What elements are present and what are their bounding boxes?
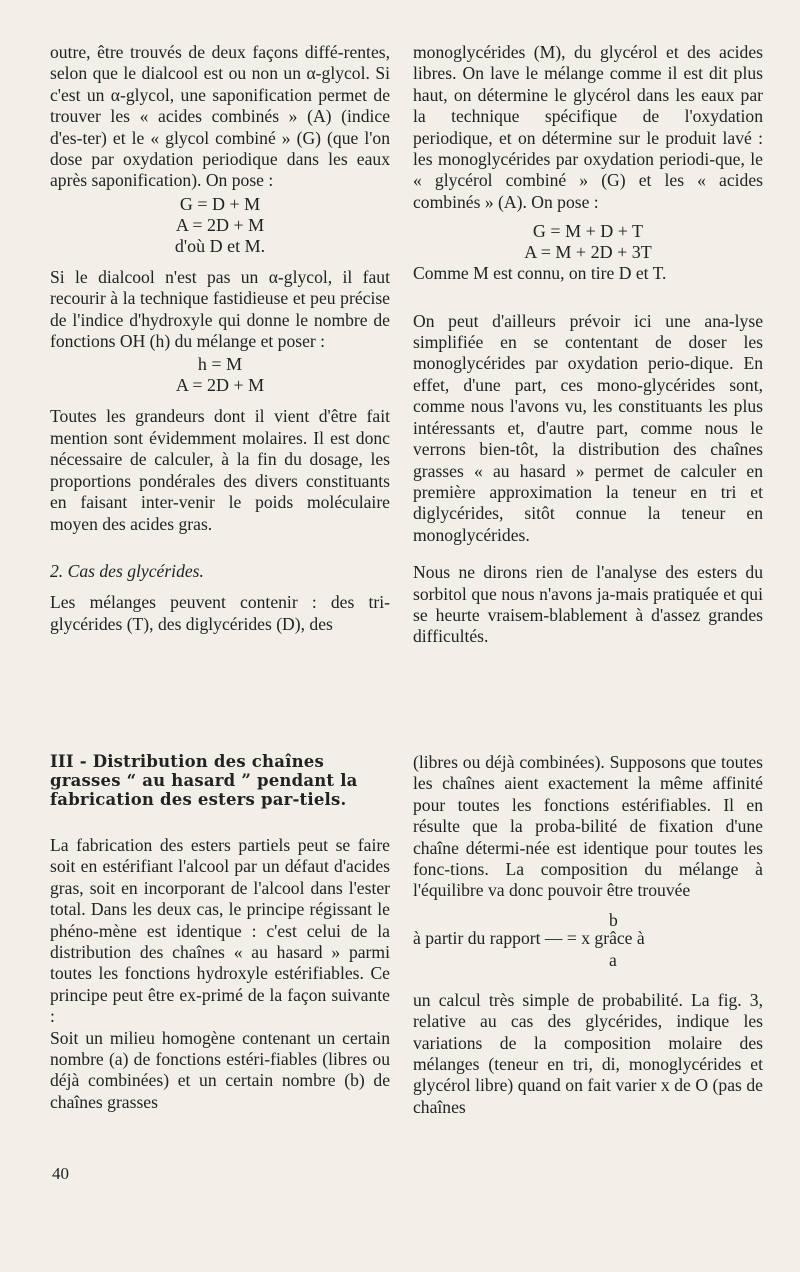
page-number: 40 xyxy=(52,1164,69,1183)
paragraph: Toutes les grandeurs dont il vient d'être fait mention sont évidemment molaires. Il est donc nécessaire de calculer, à la fin du dosage, les proportions pondérales des divers constituants en faisant inter-venir le poids moléculaire moyen des acides gras. xyxy=(50,406,390,534)
paragraph: un calcul très simple de probabilité. La fig. 3, relative au cas des glycérides, indique les variations de la composition molaire des mélanges (teneur en tri, di, monoglycérides et glycérol libre) quand on fait varier x de O (pas de chaînes xyxy=(413,989,763,1117)
fraction-expression xyxy=(413,910,763,974)
paragraph: Si le dialcool n'est pas un α-glycol, il faut recourir à la technique fastidieuse et peu précise de l'indice d'hydroxyle qui donne le nombre de fonctions OH (h) du mélange et poser : xyxy=(50,266,390,352)
equation-line: d'où D et M. xyxy=(174,235,266,256)
top-left-column xyxy=(50,42,390,635)
equation-block xyxy=(50,354,390,396)
paragraph: Soit un milieu homogène contenant un certain nombre (a) de fonctions estéri-fiables (libres ou déjà combinées) et un certain nombre (b) de chaînes grasses xyxy=(50,1027,390,1112)
paragraph: Les mélanges peuvent contenir : des tri-glycérides (T), des diglycérides (D), des xyxy=(50,592,390,634)
top-right-column xyxy=(413,42,763,648)
paragraph: Comme M est connu, on tire D et T. xyxy=(413,263,667,284)
fraction-sentence: à partir du rapport — = x grâce à xyxy=(413,927,645,948)
equation-line: G = M + D + T xyxy=(532,221,644,242)
equation-line: A = M + 2D + 3T xyxy=(524,242,652,263)
paragraph: Nous ne dirons rien de l'analyse des esters du sorbitol que nous n'avons ja-mais pratiquée et qui se heurte vraisem-blablement à d'assez grandes difficultés. xyxy=(413,562,763,647)
fraction-numerator: b xyxy=(609,909,618,930)
equation-block xyxy=(413,221,763,263)
equation-line: A = 2D + M xyxy=(175,214,265,235)
equation-line: h = M xyxy=(197,354,243,375)
bottom-left-column xyxy=(50,752,390,1113)
paragraph: La fabrication des esters partiels peut se faire soit en estérifiant l'alcool par un défaut d'acides gras, soit en incorporant de l'alcool dans l'ester total. Dans les deux cas, le principe régissant le phéno-mène est identique : c'est celui de la distribution des chaînes « au hasard » parmi toutes les fonctions hydroxyle estérifiables. Ce principe peut être ex-primé de la façon suivante : xyxy=(50,835,390,1027)
paragraph: outre, être trouvés de deux façons diffé-rentes, selon que le dialcool est ou non un α-glycol. Si c'est un α-glycol, une saponification permet de trouver les « acides combinés » (A) (indice d'es-ter) et le « glycol combiné » (G) (que l'on dose par oxydation periodique dans les eaux après saponification). On pose : xyxy=(50,42,390,191)
paragraph: (libres ou déjà combinées). Supposons que toutes les chaînes aient exactement la même affinité pour toutes les fonctions estérifiables. Il en résulte que la proba-bilité de fixation d'une chaîne détermi-née est identique pour toutes les fonc-tions. La composition du mélange à l'équilibre va donc pouvoir être trouvée xyxy=(413,752,763,901)
section-heading: III - Distribution des chaînes grasses “ au hasard ” pendant la fabrication des esters par-tiels. xyxy=(50,752,358,809)
paragraph: On peut d'ailleurs prévoir ici une ana-lyse simplifiée en se contentant de doser les monoglycérides par oxydation perio-dique. En effet, d'une part, ces mono-glycérides sont, comme nous l'avons vu, les constituants les plus intéressants et, d'autre part, comme nous le verrons bien-tôt, la distribution des chaînes grasses « au hasard » permet de calculer en première approximation la teneur en tri et diglycérides, sitôt connue la teneur en monoglycérides. xyxy=(413,310,763,545)
paragraph: monoglycérides (M), du glycérol et des acides libres. On lave le mélange comme il est dit plus haut, on détermine le glycérol dans les eaux par la technique spécifique de l'oxydation periodique, et on détermine sur le produit lavé : les monoglycérides par oxydation periodi-que, le « glycérol combiné » (G) et les « acides combinés » (A). On pose : xyxy=(413,42,763,212)
fraction-denominator: a xyxy=(609,949,617,970)
equation-block xyxy=(50,194,390,257)
bottom-right-column xyxy=(413,752,763,1118)
subheading: 2. Cas des glycérides. xyxy=(50,560,204,581)
equation-line: A = 2D + M xyxy=(175,375,265,396)
equation-line: G = D + M xyxy=(179,193,261,214)
